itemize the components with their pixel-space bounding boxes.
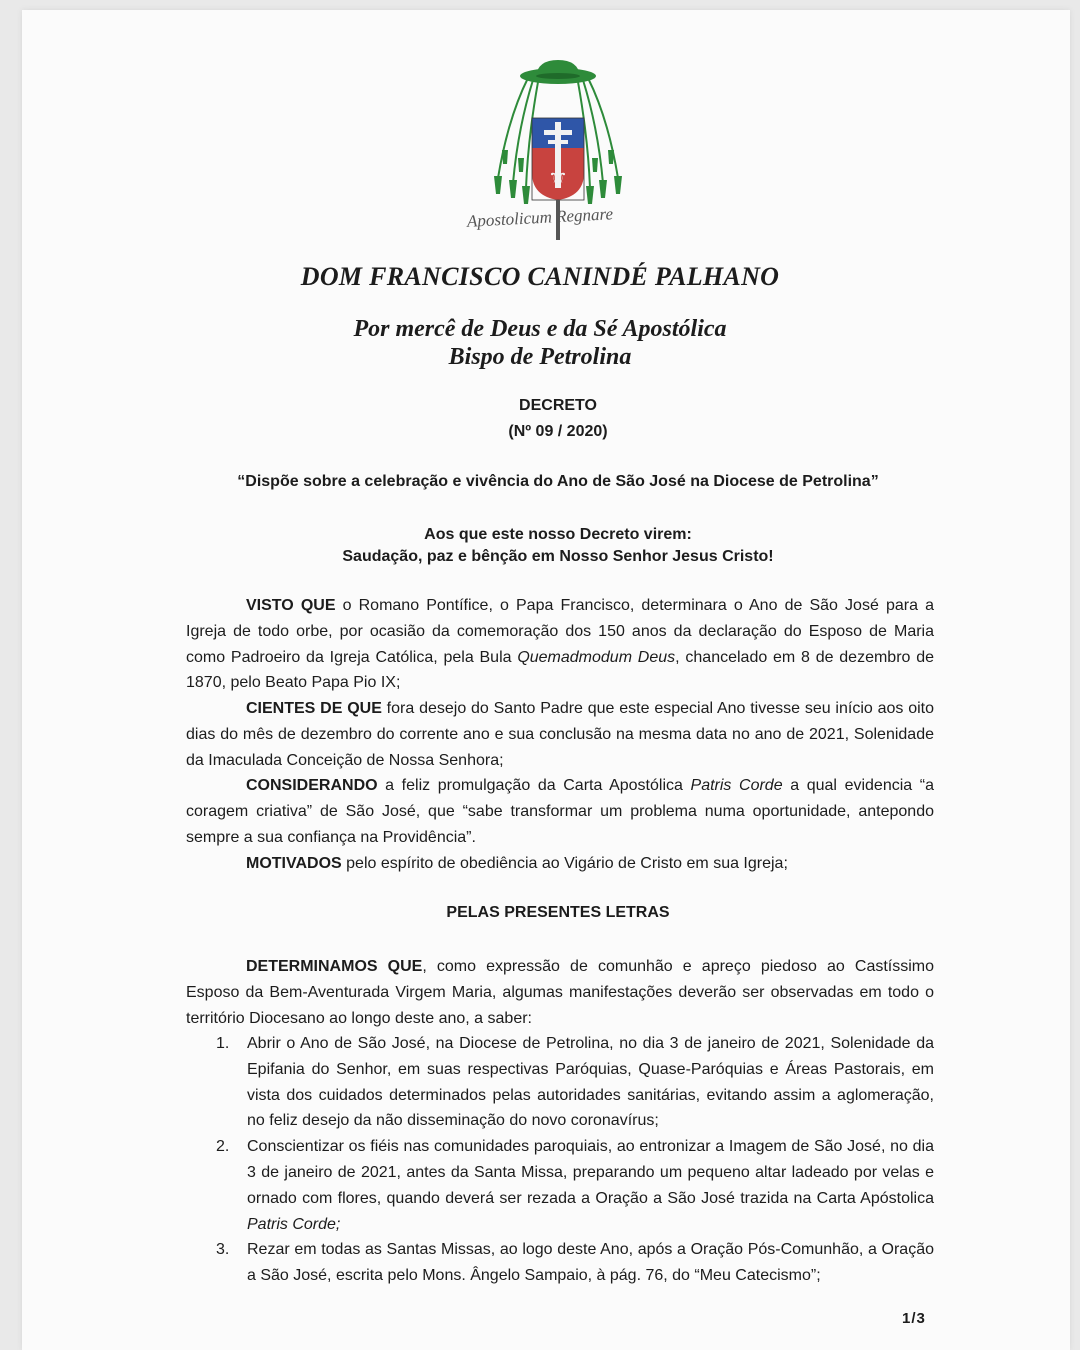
galero-hat-icon <box>520 60 596 84</box>
consideration-motivados: MOTIVADOS pelo espírito de obediência ao Vigário de Cristo em sua Igreja; <box>246 855 788 872</box>
subtitle-line-1: Por mercê de Deus e da Sé Apostólica <box>353 316 727 342</box>
list-item-number: 1. <box>216 1035 230 1052</box>
section-heading: PELAS PRESENTES LETRAS <box>446 904 670 921</box>
determination-paragraph: DETERMINAMOS QUE, como expressão de comunhão e apreço piedoso ao Castíssimo Esposo da Bem-Aventurada Virgem Maria, algumas manifestações deverão ser observadas em todo o território Diocesano ao longo deste ano, a saber: <box>186 958 935 1027</box>
list-item: 2. Conscientizar os fiéis nas comunidades paroquiais, ao entronizar a Imagem de São José, no dia 3 de janeiro de 2021, antes da Santa Missa, preparando um pequeno altar ladeado por velas e ornado com flores, quando deverá ser rezada a Oração a São José trazida na Carta Apóstolica Patris Corde; <box>186 1134 934 1237</box>
decree-ementa: “Dispõe sobre a celebração e vivência do Ano de São José na Diocese de Petrolina” <box>237 473 879 490</box>
subtitle-line-2: Bispo de Petrolina <box>448 344 632 370</box>
list-item-number: 2. <box>216 1138 230 1156</box>
decree-label: DECRETO <box>519 397 597 414</box>
consideration-lead: MOTIVADOS <box>246 855 342 872</box>
consideration-lead: CONSIDERANDO <box>246 777 378 794</box>
consideration-visto-que: VISTO QUE o Romano Pontífice, o Papa Francisco, determinara o Ano de São José para a Igreja de todo orbe, por ocasião da comemoração dos 150 anos da declaração do Esposo de Maria como Padroeiro da Igreja Católica, pela Bula Quemadmodum Deus, chancelado em 8 de dezembro de 1870, pelo Beato Papa Pio IX; <box>186 597 935 692</box>
list-item: 3. Rezar em todas as Santas Missas, ao logo deste Ano, após a Oração Pós-Comunhão, a Oração a São José, escrita pelo Mons. Ângelo Sampaio, à pág. 76, do “Meu Catecismo”; <box>186 1237 934 1289</box>
list-item-number: 3. <box>216 1241 230 1259</box>
consideration-considerando: CONSIDERANDO a feliz promulgação da Carta Apostólica Patris Corde a qual evidencia “a coragem criativa” de São José, que “sabe transformar um problema numa oportunidade, antepondo sempre a sua confiança na Providência”. <box>186 777 935 846</box>
consideration-lead: VISTO QUE <box>246 597 336 614</box>
shield-icon <box>532 118 584 200</box>
svg-text:⚜: ⚜ <box>548 165 568 190</box>
greeting-line-2: Saudação, paz e bênção em Nosso Senhor Jesus Cristo! <box>342 548 774 565</box>
page-number: 1/3 <box>902 1310 926 1327</box>
bishop-name: DOM FRANCISCO CANINDÉ PALHANO <box>300 262 780 291</box>
list-item: 1. Abrir o Ano de São José, na Diocese de Petrolina, no dia 3 de janeiro de 2021, Solenidade da Epifania do Senhor, em suas respectivas Paróquias, Quase-Paróquias e Áreas Pastorais, em vista dos cuidados determinados pelas autoridades sanitárias, evitando assim a aglomeração, no feliz desejo da não disseminação do novo coronavírus; <box>186 1031 934 1134</box>
consideration-lead: CIENTES DE QUE <box>246 700 382 717</box>
determination-list <box>186 1031 934 1289</box>
episcopal-motto: Apostolicum Regnare <box>466 204 614 231</box>
consideration-cientes: CIENTES DE QUE fora desejo do Santo Padre que este especial Ano tivesse seu início aos oito dias do mês de dezembro do corrente ano e sua conclusão na mesma data no ano de 2021, Solenidade da Imaculada Conceição de Nossa Senhora; <box>186 700 934 769</box>
greeting-line-1: Aos que este nosso Decreto virem: <box>424 526 692 543</box>
decree-number: (Nº 09 / 2020) <box>508 423 608 440</box>
determination-lead: DETERMINAMOS QUE <box>246 958 423 975</box>
